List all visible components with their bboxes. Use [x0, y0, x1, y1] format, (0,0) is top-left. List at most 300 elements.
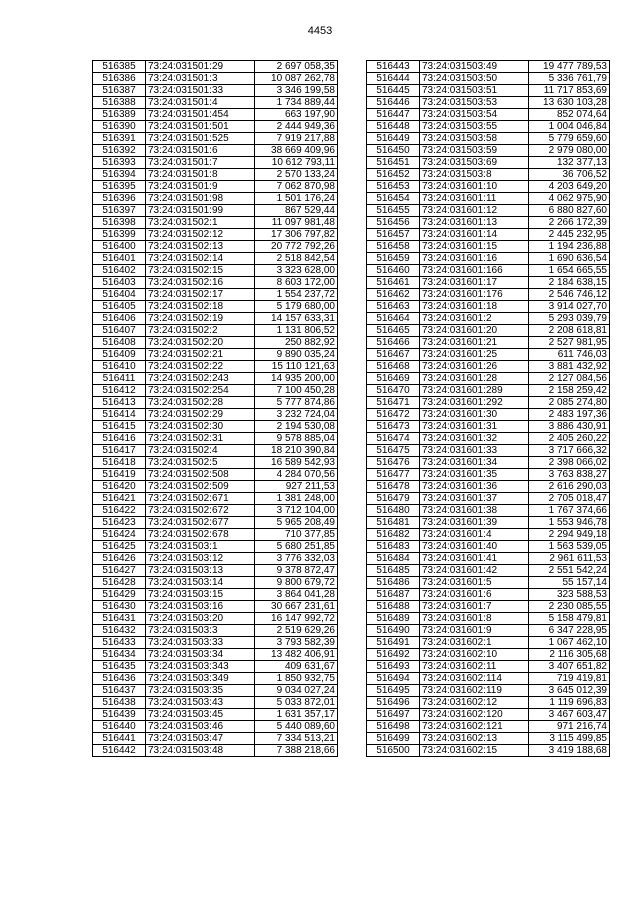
value-cell: 5 680 251,85 [255, 541, 338, 553]
row-number-cell: 516484 [367, 553, 420, 565]
row-number-cell: 516490 [367, 625, 420, 637]
table-row [367, 97, 610, 109]
value-cell: 2 616 290,03 [529, 481, 610, 493]
value-cell: 7 919 217,88 [255, 133, 338, 145]
cadastral-number-cell: 73:24:031601:17 [420, 277, 529, 289]
value-cell: 2 551 542,24 [529, 565, 610, 577]
row-number-cell: 516385 [93, 61, 146, 73]
row-number-cell: 516447 [367, 109, 420, 121]
cadastral-number-cell: 73:24:031502:5 [146, 457, 255, 469]
value-cell: 5 777 874,86 [255, 397, 338, 409]
table-row [93, 301, 338, 313]
value-cell: 2 961 611,53 [529, 553, 610, 565]
row-number-cell: 516465 [367, 325, 420, 337]
row-number-cell: 516494 [367, 673, 420, 685]
table-row [93, 433, 338, 445]
cadastral-number-cell: 73:24:031601:9 [420, 625, 529, 637]
table-row [93, 421, 338, 433]
cadastral-number-cell: 73:24:031601:35 [420, 469, 529, 481]
cadastral-number-cell: 73:24:031503:45 [146, 709, 255, 721]
table-row [93, 385, 338, 397]
table-row [367, 613, 610, 625]
cadastral-number-cell: 73:24:031601:12 [420, 205, 529, 217]
row-number-cell: 516475 [367, 445, 420, 457]
cadastral-number-cell: 73:24:031602:120 [420, 709, 529, 721]
cadastral-number-cell: 73:24:031601:25 [420, 349, 529, 361]
value-cell: 5 179 680,00 [255, 301, 338, 313]
value-cell: 2 697 058,35 [255, 61, 338, 73]
cadastral-number-cell: 73:24:031602:15 [420, 745, 529, 757]
table-row [367, 85, 610, 97]
table-row [367, 121, 610, 133]
cadastral-number-cell: 73:24:031502:672 [146, 505, 255, 517]
cadastral-number-cell: 73:24:031503:59 [420, 145, 529, 157]
row-number-cell: 516419 [93, 469, 146, 481]
cadastral-number-cell: 73:24:031602:121 [420, 721, 529, 733]
row-number-cell: 516437 [93, 685, 146, 697]
cadastral-number-cell: 73:24:031501:525 [146, 133, 255, 145]
cadastral-number-cell: 73:24:031501:7 [146, 157, 255, 169]
table-row [93, 673, 338, 685]
table-row [93, 289, 338, 301]
cadastral-number-cell: 73:24:031502:671 [146, 493, 255, 505]
value-cell: 1 767 374,66 [529, 505, 610, 517]
table-row [367, 661, 610, 673]
value-cell: 19 477 789,53 [529, 61, 610, 73]
value-cell: 3 419 188,68 [529, 745, 610, 757]
value-cell: 9 890 035,24 [255, 349, 338, 361]
value-cell: 1 554 237,72 [255, 289, 338, 301]
table-row [367, 313, 610, 325]
table-row [93, 73, 338, 85]
value-cell: 10 087 262,78 [255, 73, 338, 85]
row-number-cell: 516420 [93, 481, 146, 493]
row-number-cell: 516423 [93, 517, 146, 529]
value-cell: 250 882,92 [255, 337, 338, 349]
row-number-cell: 516399 [93, 229, 146, 241]
cadastral-number-cell: 73:24:031502:19 [146, 313, 255, 325]
row-number-cell: 516430 [93, 601, 146, 613]
cadastral-number-cell: 73:24:031601:7 [420, 601, 529, 613]
table-row [367, 505, 610, 517]
value-cell: 3 323 628,00 [255, 265, 338, 277]
cadastral-number-cell: 73:24:031601:39 [420, 517, 529, 529]
cadastral-number-cell: 73:24:031503:349 [146, 673, 255, 685]
row-number-cell: 516453 [367, 181, 420, 193]
cadastral-number-cell: 73:24:031502:14 [146, 253, 255, 265]
value-cell: 5 779 659,60 [529, 133, 610, 145]
table-row [93, 661, 338, 673]
row-number-cell: 516477 [367, 469, 420, 481]
table-row [93, 169, 338, 181]
table-row [93, 229, 338, 241]
row-number-cell: 516492 [367, 649, 420, 661]
row-number-cell: 516485 [367, 565, 420, 577]
cadastral-number-cell: 73:24:031503:46 [146, 721, 255, 733]
cadastral-number-cell: 73:24:031601:18 [420, 301, 529, 313]
cadastral-number-cell: 73:24:031502:28 [146, 397, 255, 409]
cadastral-number-cell: 73:24:031601:42 [420, 565, 529, 577]
table-row [367, 625, 610, 637]
row-number-cell: 516424 [93, 529, 146, 541]
table-row [367, 517, 610, 529]
value-cell: 3 717 666,32 [529, 445, 610, 457]
cadastral-number-cell: 73:24:031602:11 [420, 661, 529, 673]
value-cell: 1 850 932,75 [255, 673, 338, 685]
value-cell: 5 336 761,79 [529, 73, 610, 85]
value-cell: 16 589 542,93 [255, 457, 338, 469]
table-row [367, 301, 610, 313]
value-cell: 15 110 121,63 [255, 361, 338, 373]
row-number-cell: 516390 [93, 121, 146, 133]
cadastral-number-cell: 73:24:031601:14 [420, 229, 529, 241]
value-cell: 2 294 949,18 [529, 529, 610, 541]
value-cell: 2 116 305,68 [529, 649, 610, 661]
row-number-cell: 516410 [93, 361, 146, 373]
value-cell: 2 445 232,95 [529, 229, 610, 241]
table-row [93, 373, 338, 385]
table-row [93, 709, 338, 721]
value-cell: 409 631,67 [255, 661, 338, 673]
row-number-cell: 516441 [93, 733, 146, 745]
table-row [93, 97, 338, 109]
value-cell: 2 085 274,80 [529, 397, 610, 409]
value-cell: 1 654 665,55 [529, 265, 610, 277]
row-number-cell: 516443 [367, 61, 420, 73]
table-row [93, 637, 338, 649]
right-table-body [367, 61, 610, 757]
value-cell: 3 864 041,28 [255, 589, 338, 601]
cadastral-number-cell: 73:24:031502:29 [146, 409, 255, 421]
value-cell: 5 440 089,60 [255, 721, 338, 733]
value-cell: 9 800 679,72 [255, 577, 338, 589]
value-cell: 1 631 357,17 [255, 709, 338, 721]
table-row [367, 385, 610, 397]
cadastral-number-cell: 73:24:031601:15 [420, 241, 529, 253]
table-row [367, 205, 610, 217]
value-cell: 1 501 176,24 [255, 193, 338, 205]
row-number-cell: 516469 [367, 373, 420, 385]
value-cell: 710 377,85 [255, 529, 338, 541]
cadastral-number-cell: 73:24:031503:43 [146, 697, 255, 709]
value-cell: 8 603 172,00 [255, 277, 338, 289]
table-row [93, 697, 338, 709]
cadastral-number-cell: 73:24:031601:166 [420, 265, 529, 277]
row-number-cell: 516466 [367, 337, 420, 349]
value-cell: 3 763 838,27 [529, 469, 610, 481]
table-row [367, 349, 610, 361]
table-row [367, 721, 610, 733]
value-cell: 971 216,74 [529, 721, 610, 733]
row-number-cell: 516471 [367, 397, 420, 409]
cadastral-number-cell: 73:24:031502:678 [146, 529, 255, 541]
cadastral-number-cell: 73:24:031601:26 [420, 361, 529, 373]
table-row [367, 289, 610, 301]
table-row [93, 109, 338, 121]
table-row [93, 337, 338, 349]
table-row [93, 565, 338, 577]
table-row [367, 577, 610, 589]
cadastral-number-cell: 73:24:031503:49 [420, 61, 529, 73]
row-number-cell: 516467 [367, 349, 420, 361]
cadastral-number-cell: 73:24:031502:20 [146, 337, 255, 349]
table-row [93, 469, 338, 481]
value-cell: 1 381 248,00 [255, 493, 338, 505]
table-row [93, 577, 338, 589]
row-number-cell: 516409 [93, 349, 146, 361]
row-number-cell: 516439 [93, 709, 146, 721]
row-number-cell: 516495 [367, 685, 420, 697]
row-number-cell: 516401 [93, 253, 146, 265]
value-cell: 3 881 432,92 [529, 361, 610, 373]
row-number-cell: 516446 [367, 97, 420, 109]
cadastral-number-cell: 73:24:031502:31 [146, 433, 255, 445]
table-row [367, 157, 610, 169]
row-number-cell: 516496 [367, 697, 420, 709]
value-cell: 3 793 582,39 [255, 637, 338, 649]
row-number-cell: 516473 [367, 421, 420, 433]
row-number-cell: 516403 [93, 277, 146, 289]
cadastral-number-cell: 73:24:031503:14 [146, 577, 255, 589]
table-row [367, 433, 610, 445]
row-number-cell: 516463 [367, 301, 420, 313]
row-number-cell: 516417 [93, 445, 146, 457]
value-cell: 5 293 039,79 [529, 313, 610, 325]
left-table [92, 60, 338, 757]
cadastral-number-cell: 73:24:031602:12 [420, 697, 529, 709]
value-cell: 55 157,14 [529, 577, 610, 589]
table-row [367, 481, 610, 493]
table-row [367, 373, 610, 385]
cadastral-number-cell: 73:24:031601:41 [420, 553, 529, 565]
value-cell: 2 194 530,08 [255, 421, 338, 433]
row-number-cell: 516499 [367, 733, 420, 745]
row-number-cell: 516432 [93, 625, 146, 637]
row-number-cell: 516394 [93, 169, 146, 181]
row-number-cell: 516391 [93, 133, 146, 145]
value-cell: 7 062 870,98 [255, 181, 338, 193]
value-cell: 2 546 746,12 [529, 289, 610, 301]
row-number-cell: 516486 [367, 577, 420, 589]
row-number-cell: 516434 [93, 649, 146, 661]
row-number-cell: 516442 [93, 745, 146, 757]
row-number-cell: 516483 [367, 541, 420, 553]
cadastral-number-cell: 73:24:031601:8 [420, 613, 529, 625]
cadastral-number-cell: 73:24:031501:98 [146, 193, 255, 205]
cadastral-number-cell: 73:24:031601:176 [420, 289, 529, 301]
value-cell: 4 203 649,20 [529, 181, 610, 193]
row-number-cell: 516402 [93, 265, 146, 277]
cadastral-number-cell: 73:24:031503:1 [146, 541, 255, 553]
value-cell: 13 630 103,28 [529, 97, 610, 109]
cadastral-number-cell: 73:24:031601:34 [420, 457, 529, 469]
cadastral-number-cell: 73:24:031601:38 [420, 505, 529, 517]
row-number-cell: 516436 [93, 673, 146, 685]
value-cell: 6 347 228,95 [529, 625, 610, 637]
cadastral-number-cell: 73:24:031503:343 [146, 661, 255, 673]
row-number-cell: 516457 [367, 229, 420, 241]
row-number-cell: 516497 [367, 709, 420, 721]
row-number-cell: 516407 [93, 325, 146, 337]
table-row [367, 601, 610, 613]
value-cell: 2 398 066,02 [529, 457, 610, 469]
cadastral-number-cell: 73:24:031502:1 [146, 217, 255, 229]
table-row [367, 397, 610, 409]
row-number-cell: 516421 [93, 493, 146, 505]
row-number-cell: 516479 [367, 493, 420, 505]
table-row [367, 673, 610, 685]
cadastral-number-cell: 73:24:031503:34 [146, 649, 255, 661]
row-number-cell: 516415 [93, 421, 146, 433]
value-cell: 14 157 633,31 [255, 313, 338, 325]
table-row [367, 73, 610, 85]
value-cell: 1 690 636,54 [529, 253, 610, 265]
table-row [93, 685, 338, 697]
row-number-cell: 516387 [93, 85, 146, 97]
cadastral-number-cell: 73:24:031602:13 [420, 733, 529, 745]
value-cell: 30 667 231,61 [255, 601, 338, 613]
value-cell: 2 184 638,15 [529, 277, 610, 289]
row-number-cell: 516462 [367, 289, 420, 301]
table-row [367, 193, 610, 205]
table-row [93, 481, 338, 493]
value-cell: 5 033 872,01 [255, 697, 338, 709]
value-cell: 3 115 499,85 [529, 733, 610, 745]
row-number-cell: 516435 [93, 661, 146, 673]
cadastral-number-cell: 73:24:031601:2 [420, 313, 529, 325]
value-cell: 7 334 513,21 [255, 733, 338, 745]
cadastral-number-cell: 73:24:031503:54 [420, 109, 529, 121]
row-number-cell: 516448 [367, 121, 420, 133]
table-row [93, 133, 338, 145]
table-row [93, 265, 338, 277]
table-row [93, 613, 338, 625]
value-cell: 852 074,64 [529, 109, 610, 121]
value-cell: 3 232 724,04 [255, 409, 338, 421]
cadastral-number-cell: 73:24:031502:13 [146, 241, 255, 253]
value-cell: 7 388 218,66 [255, 745, 338, 757]
table-row [367, 409, 610, 421]
value-cell: 2 519 629,26 [255, 625, 338, 637]
value-cell: 3 886 430,91 [529, 421, 610, 433]
cadastral-number-cell: 73:24:031502:4 [146, 445, 255, 457]
row-number-cell: 516388 [93, 97, 146, 109]
value-cell: 2 405 260,22 [529, 433, 610, 445]
value-cell: 5 965 208,49 [255, 517, 338, 529]
cadastral-number-cell: 73:24:031502:2 [146, 325, 255, 337]
row-number-cell: 516488 [367, 601, 420, 613]
row-number-cell: 516433 [93, 637, 146, 649]
table-row [367, 565, 610, 577]
table-row [367, 445, 610, 457]
cadastral-number-cell: 73:24:031502:677 [146, 517, 255, 529]
value-cell: 10 612 793,11 [255, 157, 338, 169]
cadastral-number-cell: 73:24:031502:18 [146, 301, 255, 313]
row-number-cell: 516404 [93, 289, 146, 301]
row-number-cell: 516429 [93, 589, 146, 601]
table-row [93, 193, 338, 205]
row-number-cell: 516489 [367, 613, 420, 625]
table-row [367, 229, 610, 241]
cadastral-number-cell: 73:24:031601:16 [420, 253, 529, 265]
right-table [366, 60, 610, 757]
table-row [93, 733, 338, 745]
row-number-cell: 516454 [367, 193, 420, 205]
row-number-cell: 516392 [93, 145, 146, 157]
row-number-cell: 516405 [93, 301, 146, 313]
value-cell: 6 880 827,60 [529, 205, 610, 217]
value-cell: 2 127 084,56 [529, 373, 610, 385]
left-table-body [93, 61, 338, 757]
row-number-cell: 516418 [93, 457, 146, 469]
value-cell: 38 669 409,96 [255, 145, 338, 157]
table-row [367, 733, 610, 745]
cadastral-number-cell: 73:24:031501:9 [146, 181, 255, 193]
row-number-cell: 516474 [367, 433, 420, 445]
table-row [93, 397, 338, 409]
cadastral-number-cell: 73:24:031602:1 [420, 637, 529, 649]
table-row [93, 445, 338, 457]
row-number-cell: 516425 [93, 541, 146, 553]
value-cell: 2 705 018,47 [529, 493, 610, 505]
cadastral-number-cell: 73:24:031502:15 [146, 265, 255, 277]
cadastral-number-cell: 73:24:031502:17 [146, 289, 255, 301]
row-number-cell: 516451 [367, 157, 420, 169]
cadastral-number-cell: 73:24:031503:8 [420, 169, 529, 181]
cadastral-number-cell: 73:24:031601:33 [420, 445, 529, 457]
value-cell: 867 529,44 [255, 205, 338, 217]
row-number-cell: 516449 [367, 133, 420, 145]
table-row [93, 517, 338, 529]
table-row [93, 85, 338, 97]
table-row [93, 601, 338, 613]
table-row [93, 505, 338, 517]
row-number-cell: 516445 [367, 85, 420, 97]
table-row [93, 253, 338, 265]
row-number-cell: 516455 [367, 205, 420, 217]
value-cell: 611 746,03 [529, 349, 610, 361]
value-cell: 2 158 259,42 [529, 385, 610, 397]
row-number-cell: 516400 [93, 241, 146, 253]
cadastral-number-cell: 73:24:031502:243 [146, 373, 255, 385]
table-row [367, 685, 610, 697]
value-cell: 3 776 332,03 [255, 553, 338, 565]
cadastral-number-cell: 73:24:031601:21 [420, 337, 529, 349]
table-row [93, 457, 338, 469]
cadastral-number-cell: 73:24:031502:21 [146, 349, 255, 361]
table-row [93, 277, 338, 289]
row-number-cell: 516478 [367, 481, 420, 493]
table-row [93, 181, 338, 193]
table-row [367, 649, 610, 661]
value-cell: 9 378 872,47 [255, 565, 338, 577]
cadastral-number-cell: 73:24:031501:33 [146, 85, 255, 97]
value-cell: 3 712 104,00 [255, 505, 338, 517]
row-number-cell: 516414 [93, 409, 146, 421]
table-row [93, 745, 338, 757]
table-row [367, 61, 610, 73]
cadastral-number-cell: 73:24:031601:13 [420, 217, 529, 229]
row-number-cell: 516422 [93, 505, 146, 517]
table-row [367, 493, 610, 505]
row-number-cell: 516498 [367, 721, 420, 733]
table-row [367, 529, 610, 541]
value-cell: 2 230 085,55 [529, 601, 610, 613]
value-cell: 3 346 199,58 [255, 85, 338, 97]
value-cell: 18 210 390,84 [255, 445, 338, 457]
value-cell: 5 158 479,81 [529, 613, 610, 625]
row-number-cell: 516440 [93, 721, 146, 733]
